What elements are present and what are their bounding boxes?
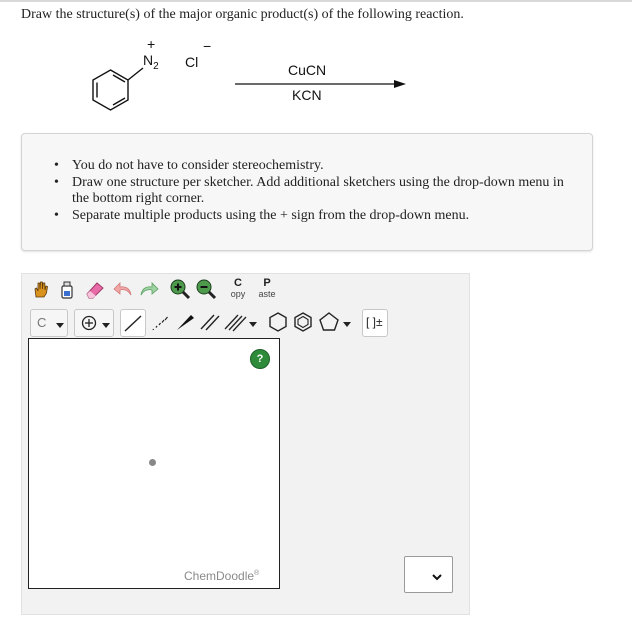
wedge-bond-icon [173,309,197,335]
instruction-item: • You do not have to consider stereochemistry. [54,158,584,175]
question-text: Draw the structure(s) of the major organic product(s) of the following reaction. [21,7,464,22]
triangle-down-icon [101,320,111,330]
single-bond-icon [121,310,145,336]
triangle-down-icon [248,319,258,329]
counter-ion: Cl [185,54,199,70]
atom-selector-label: C [37,315,47,330]
double-bond-icon [198,309,222,335]
triangle-down-icon [55,320,65,330]
chemdoodle-brand [184,569,259,583]
pan-hand-icon[interactable] [30,278,52,300]
help-button[interactable]: ? [250,349,270,369]
bracket-charge-tool[interactable] [362,309,388,337]
instruction-item: • Draw one structure per sketcher. Add additional sketchers using the drop-down menu in the bottom right corner. [54,175,584,208]
chevron-down-icon [431,571,443,583]
canvas-cursor-dot [149,459,156,466]
redo-icon[interactable] [138,278,160,300]
paste-button[interactable] [253,277,281,301]
benzene-icon [291,309,315,335]
bracket-charge-label: [ ]± [366,315,383,329]
instructions-panel [21,133,593,251]
cyclohexane-tool[interactable] [266,309,290,337]
hashed-bond-icon [148,309,172,335]
brand-text: ChemDoodle [184,569,255,583]
clear-bottle-icon[interactable] [56,278,78,300]
drawing-canvas[interactable] [28,338,280,589]
eraser-icon[interactable] [84,278,106,300]
copy-label: opy [230,289,246,299]
hashed-bond-tool[interactable] [148,309,172,337]
zoom-in-icon[interactable] [169,278,191,300]
triangle-down-icon [342,319,352,329]
atom-selector[interactable] [30,309,68,337]
cyclopentane-icon [317,309,341,335]
triple-bond-icon [223,309,249,335]
diazonium-subscript: 2 [153,60,159,72]
instructions-list [54,158,584,224]
double-bond-tool[interactable] [198,309,222,337]
cyclopentane-selector[interactable] [317,309,355,337]
reaction-arrow [70,36,430,116]
reaction-scheme [70,36,430,116]
counter-ion-charge: − [203,38,212,54]
cation-charge: + [147,36,156,52]
instruction-item: • Separate multiple products using the + sign from the drop-down menu. [54,208,584,225]
zoom-out-icon[interactable] [195,278,217,300]
wedge-bond-tool[interactable] [173,309,197,337]
triple-bond-selector[interactable] [223,309,261,337]
paste-letter: P [263,277,271,289]
reagent-below: KCN [292,87,322,103]
diazonium-atom: N [143,52,154,68]
copy-letter: C [234,277,242,289]
plus-charge-icon [81,315,99,333]
brand-mark: ® [254,570,260,577]
single-bond-tool[interactable] [120,309,146,337]
cyclohexane-icon [266,309,290,335]
paste-label: aste [258,289,276,299]
copy-button[interactable] [225,277,251,301]
top-border [0,0,632,2]
add-sketcher-dropdown[interactable] [404,556,453,593]
benzene-tool[interactable] [291,309,315,337]
charge-selector[interactable] [74,309,114,337]
undo-icon[interactable] [112,278,134,300]
reagent-above: CuCN [288,62,327,78]
